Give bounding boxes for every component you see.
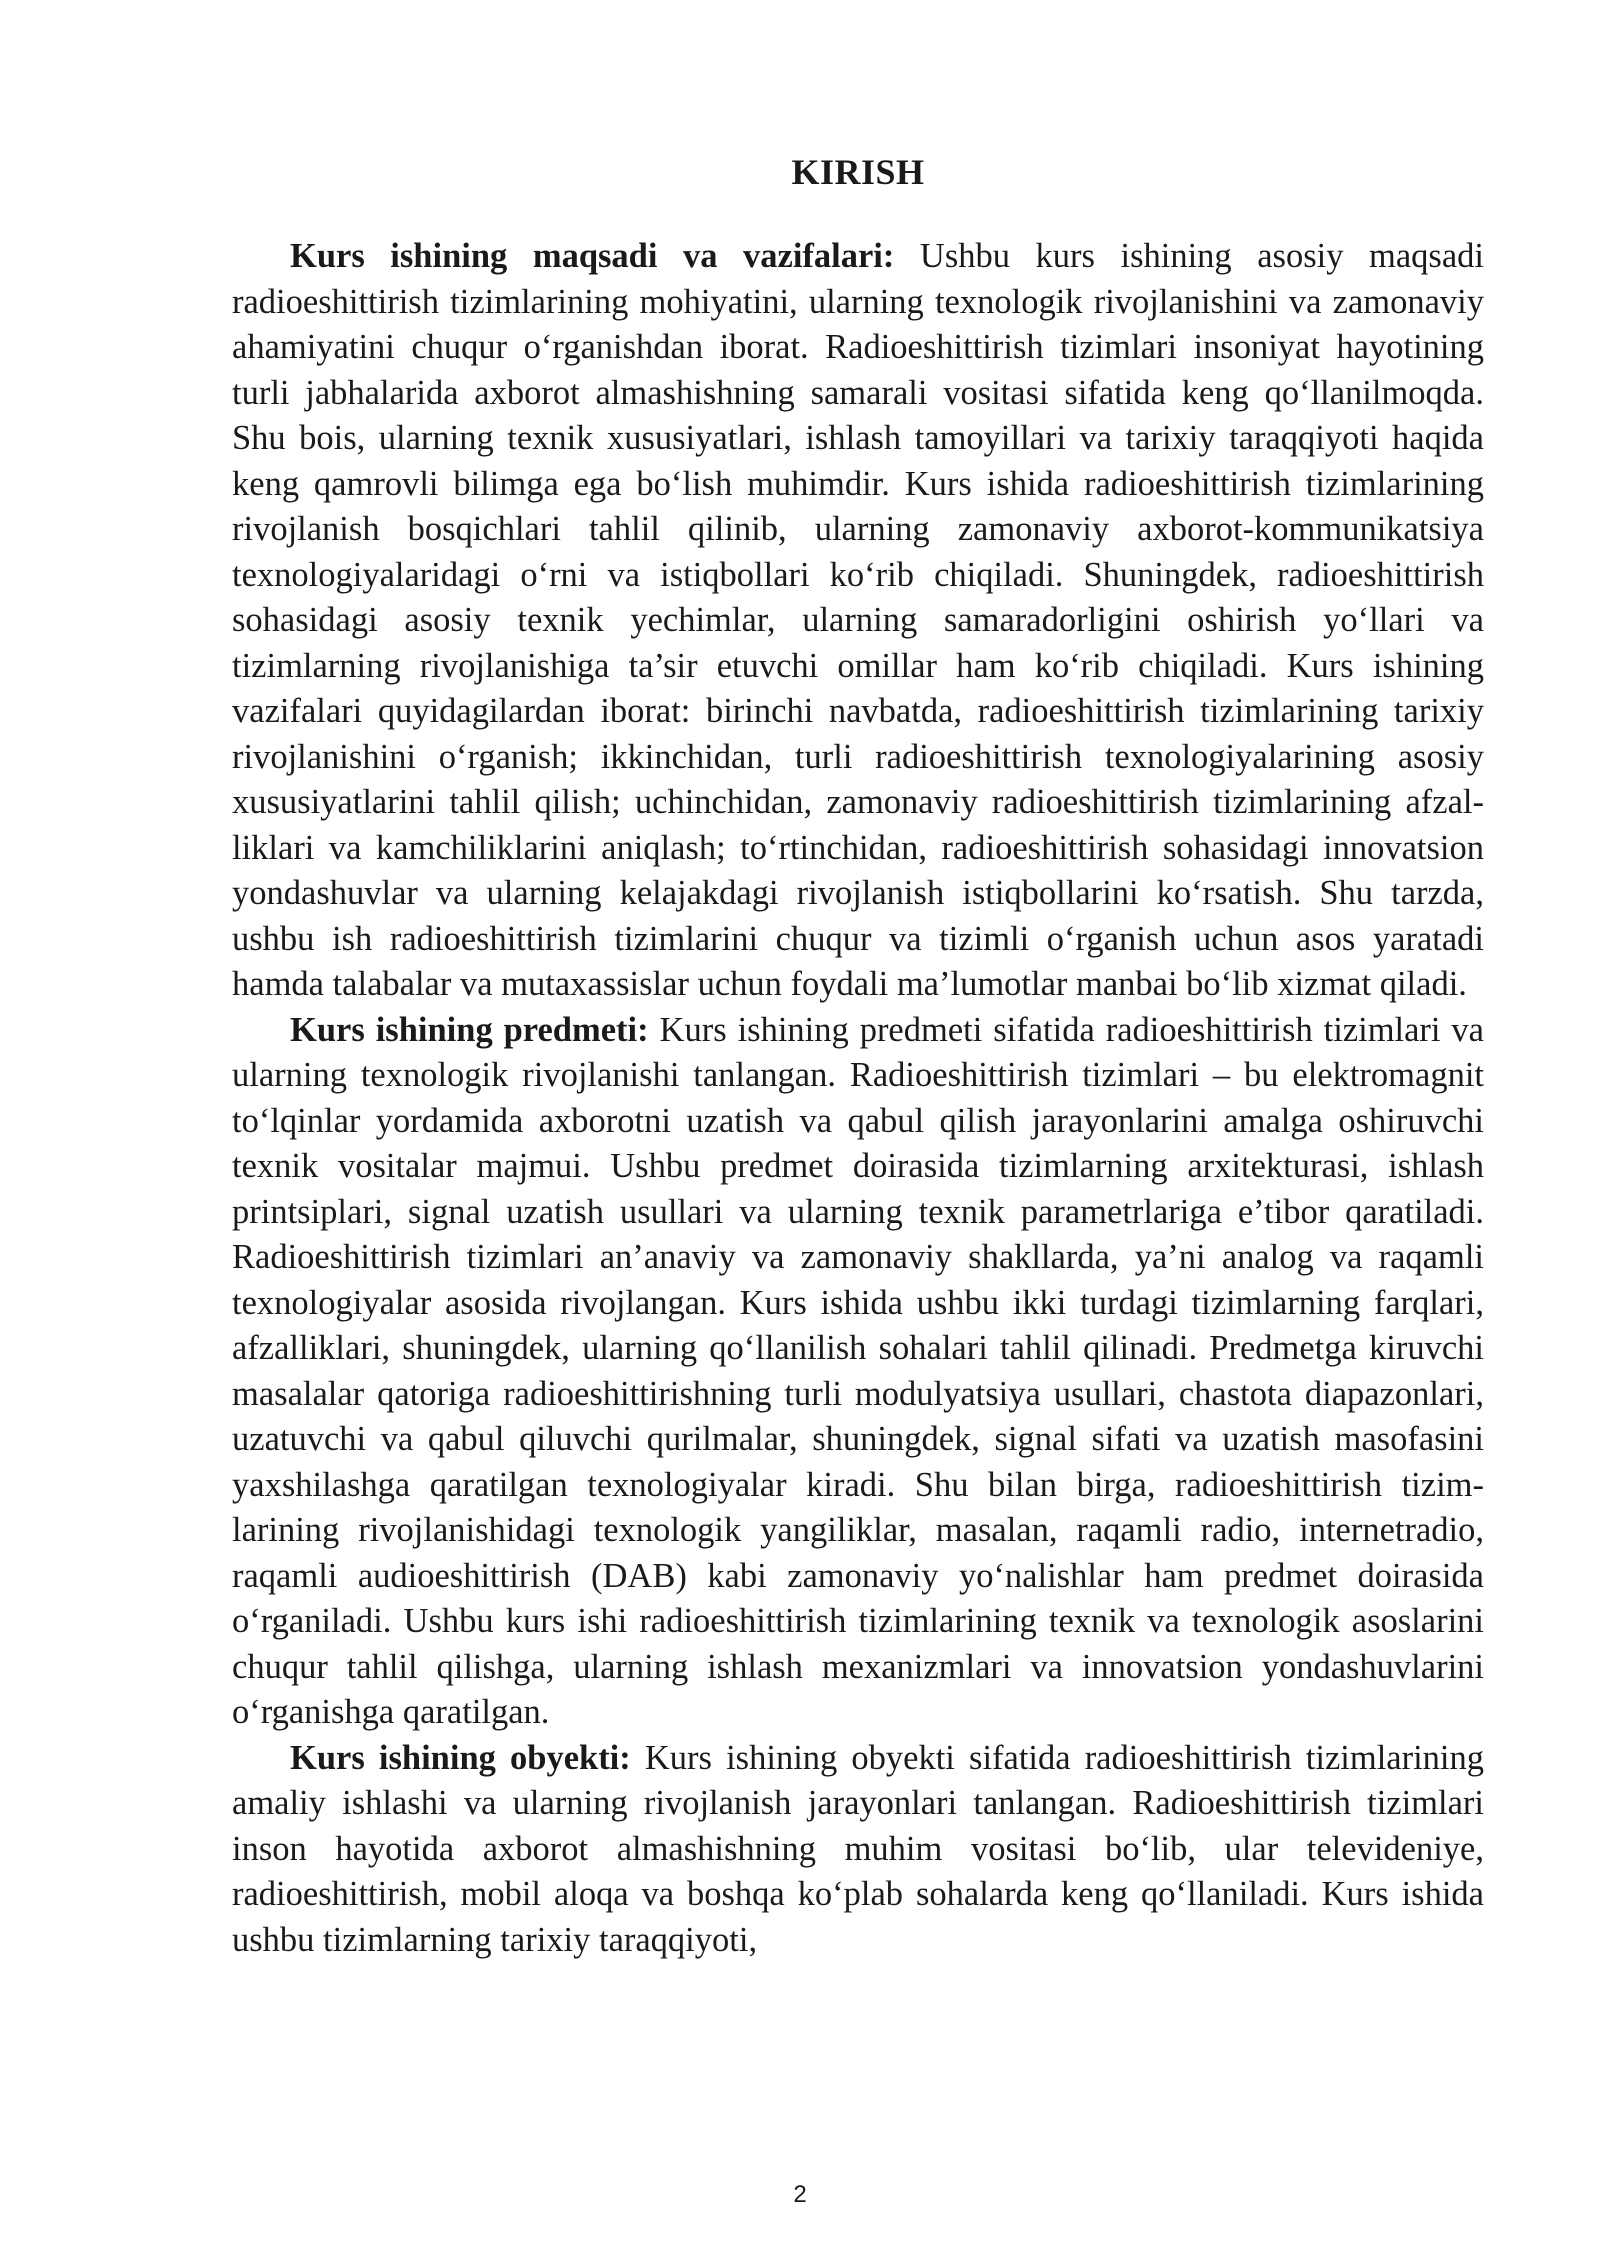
paragraph-text: Kurs ishining predmeti sifatida radioeshittirish tizimlari va ularning texnologik rivojlanishi tanlangan. Radioeshittirish tizimlari – bu elektromagnit to‘lqinlar yordamida axborotni uzatish va qabul qilish jarayonlarini amalga oshiruvchi texnik vositalar majmui. Ushbu predmet doirasida tizimlarning arxitekturasi, ishlash printsiplari, signal uzatish usullari va ularning texnik parametrlariga e’tibor qaratiladi. Radioeshittirish tizimlari an’anaviy va zamonaviy shakllarda, ya’ni analog va raqamli texnologiyalar asosida rivojlangan. Kurs ishida ushbu ikki turdagi tizimlarning farqlari, afzalliklari, shuningdek, ularning qo‘llanilish sohalari tahlil qilinadi. Predmetga kiruvchi masalalar qatoriga radioeshittirishning turli modulyatsiya usullari, chastota diapazonlari, uzatuvchi va qabul qiluvchi qurilmalar, shuningdek, signal sifati va uzatish masofasini yaxshilashga qaratilgan texnologiyalar kiradi. Shu bilan birga, radioeshittirish tizimlarining rivojlanishidagi texnologik yangiliklar, masalan, raqamli radio, internetradio, raqamli audioeshittirish (DAB) kabi zamonaviy yo‘nalishlar ham predmet doirasida o‘rganiladi. Ushbu kurs ishi radioeshittirish tizimlarining texnik va texnologik asoslarini chuqur tahlil qilishga, ularning ishlash mexanizmlari va innovatsion yondashuvlarini o‘rganishga qaratilgan.	[232, 1010, 1484, 1731]
document-page	[232, 150, 1484, 1963]
paragraph-lead: Kurs ishining maqsadi va vazifalari:	[290, 237, 895, 275]
page-number: 2	[793, 2181, 807, 2208]
paragraph-text: Kurs ishining obyekti sifatida radioeshittirish tizimlarining amaliy ishlashi va ularning rivojlanish jarayonlari tanlangan. Radioeshittirish tizimlari inson hayotida axborot almashishning muhim vositasi bo‘lib, ular televideniye, radioeshittirish, mobil aloqa va boshqa ko‘plab sohalarda keng qo‘llaniladi. Kurs ishida ushbu tizimlarning tarixiy taraqqiyoti,	[232, 1738, 1484, 1959]
paragraph-lead: Kurs ishining obyekti:	[290, 1738, 631, 1777]
paragraph-lead: Kurs ishining predmeti:	[290, 1010, 649, 1049]
paragraph-object	[232, 1736, 1484, 1964]
paragraph-purpose	[232, 234, 1484, 1008]
paragraph-subject	[232, 1008, 1484, 1736]
section-heading: KIRISH	[791, 152, 925, 192]
paragraph-text: Ushbu kurs ishining asosiy maqsadi radioeshittirish tizimlarining mohiyatini, ularning texnologik rivojlanishini va zamonaviy ahamiyatini chuqur o‘rganishdan iborat. Radioeshittirish tizimlari insoniyat hayotining turli jabhalarida axborot almashishning samarali vositasi sifatida keng qo‘llanilmoqda. Shu bois, ularning texnik xususiyatlari, ishlash tamoyillari va tarixiy taraqqiyoti haqida keng qamrovli bilimga ega bo‘lish muhimdir. Kurs ishida radioeshittirish tizimlarining rivojlanish bosqichlari tahlil qilinib, ularning zamonaviy axborot-kommunikatsiya texnologiyalaridagi o‘rni va istiqbollari ko‘rib chiqiladi. Shuningdek, radioeshittirish sohasidagi asosiy texnik yechimlar, ularning samaradorligini oshirish yo‘llari va tizimlarning rivojlanishiga ta’sir etuvchi omillar ham ko‘rib chiqiladi. Kurs ishining vazifalari quyidagilardan iborat: birinchi navbatda, radioeshittirish tizimlarining tarixiy rivojlanishini o‘rganish; ikkinchidan, turli radioeshittirish texnologiyalarining asosiy xususiyatlarini tahlil qilish; uchinchidan, zamonaviy radioeshittirish tizimlarining afzalliklari va kamchiliklarini aniqlash; to‘rtinchidan, radioeshittirish sohasidagi innovatsion yondashuvlar va ularning kelajakdagi rivojlanish istiqbollarini ko‘rsatish. Shu tarzda, ushbu ish radioeshittirish tizimlarini chuqur va tizimli o‘rganish uchun asos yaratadi hamda talabalar va mutaxassislar uchun foydali ma’lumotlar manbai bo‘lib xizmat qiladi.	[232, 237, 1484, 1003]
